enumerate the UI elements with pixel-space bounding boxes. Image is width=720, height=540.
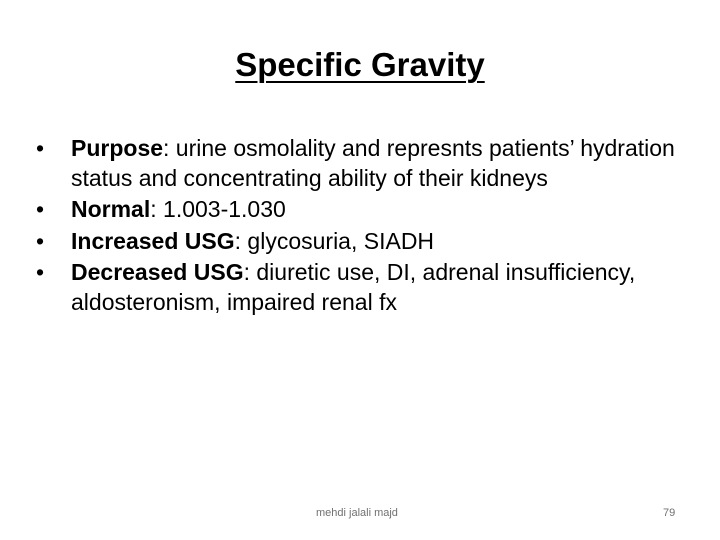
bullet-item-normal [36, 195, 696, 225]
bullet-item-increased [36, 227, 696, 257]
bullet-text: : glycosuria, SIADH [234, 227, 435, 254]
page-number: 79 [663, 507, 676, 519]
bullet-text: : diuretic use, DI, adrenal insufficiency, aldosteronism, impaired renal fx [71, 259, 636, 315]
bullet-list [36, 134, 696, 319]
bullet-text: : 1.003-1.030 [150, 196, 286, 222]
bullet-dot-icon: • [36, 196, 45, 222]
slide-title: Specific Gravity [235, 46, 485, 83]
bullet-term: Increased USG [71, 227, 235, 254]
bullet-item-purpose [36, 134, 696, 193]
bullet-term: Decreased USG [71, 259, 244, 285]
bullet-dot-icon: • [36, 259, 45, 285]
footer-author: mehdi jalali majd [316, 507, 398, 519]
bullet-dot-icon: • [36, 135, 45, 161]
bullet-item-decreased [36, 258, 696, 317]
bullet-term: Normal [71, 196, 151, 222]
bullet-dot-icon: • [36, 227, 45, 254]
bullet-term: Purpose [71, 135, 164, 161]
bullet-text: : urine osmolality and represnts patients’ hydration status and concentrating ability of their kidneys [71, 135, 675, 191]
